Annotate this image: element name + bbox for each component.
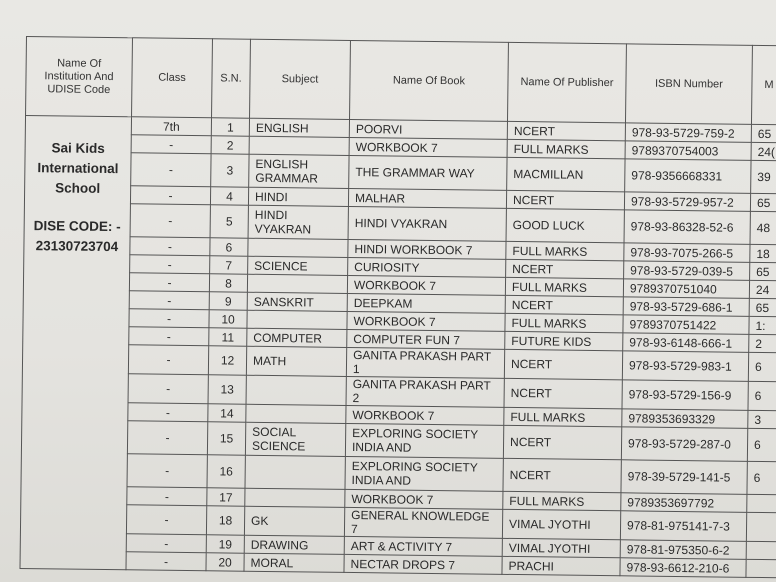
- book-name-cell: HINDI VYAKRAN: [348, 206, 506, 241]
- mrp-cell: 6: [748, 352, 776, 381]
- subject-cell: HINDI: [248, 187, 348, 206]
- publisher-cell: FULL MARKS: [503, 491, 621, 510]
- publisher-cell: GOOD LUCK: [506, 208, 624, 242]
- publisher-cell: PRACHI: [502, 556, 620, 575]
- publisher-cell: FULL MARKS: [504, 407, 622, 426]
- isbn-cell: 978-93-5729-686-1: [623, 297, 749, 317]
- mrp-cell: 6: [748, 381, 776, 410]
- book-name-cell: NECTAR DROPS 7: [344, 554, 502, 574]
- book-name-cell: GANITA PRAKASH PART 2: [346, 376, 504, 407]
- book-name-cell: WORKBOOK 7: [349, 137, 507, 157]
- isbn-cell: 9789353693329: [622, 409, 748, 429]
- class-cell: -: [127, 487, 207, 506]
- subject-cell: [246, 404, 346, 423]
- mrp-cell: 2: [749, 334, 776, 352]
- subject-cell: DRAWING: [244, 535, 344, 554]
- isbn-cell: 978-93-5729-759-2: [625, 123, 751, 143]
- book-name-cell: CURIOSITY: [348, 257, 506, 277]
- class-cell: -: [130, 237, 210, 256]
- serial-number-cell: 2: [211, 136, 249, 154]
- publisher-cell: MACMILLAN: [507, 157, 625, 191]
- mrp-cell: 65: [750, 193, 776, 211]
- subject-cell: [245, 488, 345, 507]
- book-name-cell: EXPLORING SOCIETY INDIA AND: [345, 423, 503, 458]
- mrp-cell: 65: [750, 262, 776, 280]
- class-cell: -: [126, 505, 206, 535]
- mrp-cell: 39: [751, 160, 776, 193]
- book-name-cell: HINDI WORKBOOK 7: [348, 239, 506, 259]
- publisher-cell: NCERT: [503, 425, 621, 459]
- mrp-cell: 1:: [749, 316, 776, 334]
- header-row: [26, 37, 776, 125]
- mrp-cell: 24: [749, 280, 776, 298]
- class-cell: -: [128, 403, 208, 422]
- dise-code: DISE CODE: - 23130723704: [33, 218, 121, 255]
- serial-number-cell: 3: [211, 154, 249, 187]
- isbn-cell: 978-93-6612-210-6: [620, 558, 746, 578]
- class-cell: -: [130, 204, 210, 238]
- mrp-cell: [746, 559, 776, 577]
- class-cell: -: [129, 309, 209, 328]
- isbn-cell: 9789353697792: [621, 493, 747, 513]
- class-cell: -: [128, 345, 208, 375]
- isbn-cell: 9789370751422: [623, 315, 749, 335]
- publisher-cell: NCERT: [505, 295, 623, 314]
- subject-cell: COMPUTER: [247, 328, 347, 347]
- publisher-cell: NCERT: [506, 259, 624, 278]
- serial-number-cell: 20: [206, 553, 244, 571]
- publisher-cell: FULL MARKS: [505, 313, 623, 332]
- isbn-cell: 978-93-5729-039-5: [624, 261, 750, 281]
- book-name-cell: DEEPKAM: [347, 293, 505, 313]
- serial-number-cell: 9: [209, 292, 247, 310]
- serial-number-cell: 16: [207, 455, 245, 488]
- subject-cell: SOCIAL SCIENCE: [245, 422, 345, 456]
- serial-number-cell: 6: [210, 238, 248, 256]
- header-class: Class: [132, 38, 213, 118]
- table-body: [20, 116, 776, 578]
- mrp-cell: 6: [747, 461, 776, 494]
- isbn-cell: 978-9356668331: [625, 159, 751, 194]
- subject-cell: [249, 136, 349, 155]
- class-cell: -: [129, 273, 209, 292]
- isbn-cell: 978-93-5729-983-1: [622, 351, 748, 382]
- book-name-cell: THE GRAMMAR WAY: [349, 155, 507, 190]
- book-name-cell: EXPLORING SOCIETY INDIA AND: [345, 456, 503, 491]
- mrp-cell: 6: [747, 428, 776, 461]
- serial-number-cell: 10: [209, 310, 247, 328]
- serial-number-cell: 1: [211, 118, 249, 136]
- institution-name: Sai Kids International School: [37, 140, 119, 196]
- header-book: Name Of Book: [350, 40, 509, 121]
- isbn-cell: 978-81-975350-6-2: [620, 540, 746, 560]
- subject-cell: SANSKRIT: [247, 292, 347, 311]
- serial-number-cell: 12: [208, 346, 246, 375]
- class-cell: -: [130, 255, 210, 274]
- mrp-cell: 3: [748, 410, 776, 428]
- class-cell: 7th: [131, 117, 211, 136]
- mrp-cell: [747, 494, 776, 512]
- mrp-cell: 65: [751, 124, 776, 142]
- publisher-cell: FUTURE KIDS: [505, 331, 623, 350]
- class-cell: -: [131, 153, 211, 187]
- book-name-cell: POORVI: [349, 119, 507, 139]
- serial-number-cell: 19: [206, 535, 244, 553]
- header-sn: S.N.: [212, 39, 251, 118]
- publisher-cell: NCERT: [504, 378, 622, 408]
- serial-number-cell: 7: [210, 256, 248, 274]
- publisher-cell: NCERT: [506, 190, 624, 209]
- subject-cell: ENGLISH GRAMMAR: [249, 154, 349, 188]
- book-name-cell: WORKBOOK 7: [347, 311, 505, 331]
- serial-number-cell: 8: [209, 274, 247, 292]
- subject-cell: [245, 455, 345, 489]
- book-name-cell: WORKBOOK 7: [345, 489, 503, 509]
- header-subject: Subject: [250, 39, 351, 119]
- serial-number-cell: 11: [209, 328, 247, 346]
- class-cell: -: [126, 534, 206, 553]
- book-name-cell: WORKBOOK 7: [346, 405, 504, 425]
- subject-cell: GK: [244, 506, 344, 536]
- serial-number-cell: 5: [210, 205, 248, 238]
- book-name-cell: ART & ACTIVITY 7: [344, 536, 502, 556]
- header-institution: Name Of Institution And UDISE Code: [26, 37, 133, 117]
- subject-cell: [247, 274, 347, 293]
- subject-cell: MORAL: [244, 553, 344, 572]
- publisher-cell: NCERT: [504, 349, 622, 379]
- mrp-cell: 18: [750, 244, 776, 262]
- mrp-cell: 24(: [751, 142, 776, 160]
- mrp-cell: 48: [750, 211, 776, 244]
- isbn-cell: 978-93-5729-156-9: [622, 380, 748, 411]
- subject-cell: MATH: [246, 346, 346, 376]
- header-mrp: M: [751, 45, 776, 124]
- book-name-cell: GENERAL KNOWLEDGE 7: [344, 507, 502, 538]
- class-cell: -: [130, 186, 210, 205]
- book-list-sheet: [20, 36, 776, 576]
- class-cell: -: [129, 291, 209, 310]
- class-cell: -: [126, 552, 206, 571]
- class-cell: -: [131, 135, 211, 154]
- header-isbn: ISBN Number: [625, 44, 752, 125]
- mrp-cell: 65: [749, 298, 776, 316]
- class-cell: -: [127, 454, 207, 488]
- class-cell: -: [129, 327, 209, 346]
- isbn-cell: 9789370751040: [623, 279, 749, 299]
- book-name-cell: MALHAR: [348, 188, 506, 208]
- book-list-table: [19, 36, 776, 578]
- header-publisher: Name Of Publisher: [507, 42, 626, 122]
- institution-cell: [20, 116, 132, 570]
- publisher-cell: VIMAL JYOTHI: [502, 509, 620, 539]
- publisher-cell: FULL MARKS: [506, 241, 624, 260]
- subject-cell: SCIENCE: [248, 256, 348, 275]
- publisher-cell: NCERT: [503, 458, 621, 492]
- serial-number-cell: 13: [208, 375, 246, 404]
- isbn-cell: 978-93-7075-266-5: [624, 243, 750, 263]
- publisher-cell: FULL MARKS: [505, 277, 623, 296]
- publisher-cell: NCERT: [507, 121, 625, 140]
- isbn-cell: 978-81-975141-7-3: [620, 511, 746, 542]
- serial-number-cell: 14: [208, 404, 246, 422]
- subject-cell: [246, 375, 346, 405]
- mrp-cell: [746, 512, 776, 541]
- class-cell: -: [128, 374, 208, 404]
- serial-number-cell: 18: [206, 506, 244, 535]
- serial-number-cell: 17: [207, 488, 245, 506]
- table-header: [26, 37, 776, 125]
- book-name-cell: GANITA PRAKASH PART 1: [346, 347, 504, 378]
- subject-cell: [247, 310, 347, 329]
- isbn-cell: 9789370754003: [625, 141, 751, 161]
- isbn-cell: 978-39-5729-141-5: [621, 460, 747, 495]
- book-name-cell: WORKBOOK 7: [347, 275, 505, 295]
- isbn-cell: 978-93-6148-666-1: [623, 333, 749, 353]
- serial-number-cell: 15: [207, 422, 245, 455]
- subject-cell: ENGLISH: [249, 118, 349, 137]
- isbn-cell: 978-93-86328-52-6: [624, 210, 750, 245]
- book-name-cell: COMPUTER FUN 7: [347, 329, 505, 349]
- publisher-cell: FULL MARKS: [507, 139, 625, 158]
- mrp-cell: [746, 541, 776, 559]
- class-cell: -: [127, 421, 207, 455]
- subject-cell: [248, 238, 348, 257]
- publisher-cell: VIMAL JYOTHI: [502, 538, 620, 557]
- subject-cell: HINDI VYAKRAN: [248, 205, 348, 239]
- isbn-cell: 978-93-5729-957-2: [624, 192, 750, 212]
- serial-number-cell: 4: [210, 187, 248, 205]
- isbn-cell: 978-93-5729-287-0: [621, 427, 747, 462]
